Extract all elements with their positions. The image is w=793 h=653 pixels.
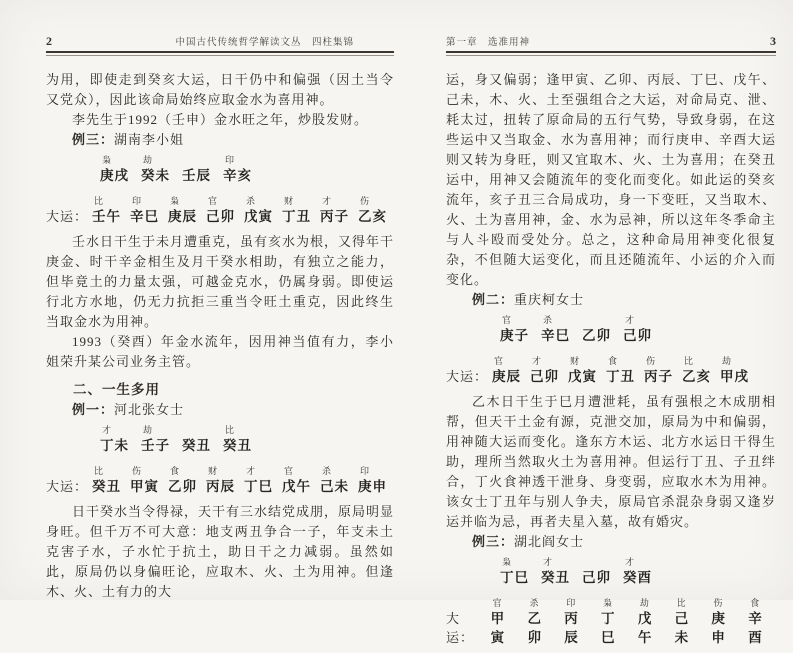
pillar-text: 乙亥 (682, 369, 712, 384)
ten-god-label: 官 (284, 466, 294, 476)
dayun-pillars (92, 195, 387, 226)
paragraph-continuation: 运，身又偏弱；逢甲寅、乙卯、丙辰、丁巳、戊午、己未，木、火、土至强组合之大运，对命局克、泄、耗太过，扭转了原命局的五行气势，导致身弱，在这些运中又当取金、水为喜用神；而行庚申、辛酉大运则又转为身旺，则又宜取木、火、土为喜用；在癸丑运中，用神又会随流年的变化而变化。如此运的癸亥流年，亥子丑三合局成功，身一下变旺，又当取木、火、土为喜用神，金、水为忌神，所以这年冬季命主与人斗殴而受处分。总之，这种命局用神变化很复杂，不但随大运变化，而且还随流年、小运的介入而变化。 (446, 72, 776, 287)
example-name: 河北张女士 (114, 402, 185, 417)
ten-god-label: 印 (225, 155, 235, 165)
pillar-column (141, 154, 170, 185)
pillar-text: 戊午 (637, 611, 653, 645)
chapter-title-header: 第一章 选准用神 (446, 38, 531, 48)
ten-god-label: 枭 (502, 557, 512, 567)
ten-god-label (582, 314, 611, 326)
running-header-right (446, 0, 776, 49)
pillar-text: 癸酉 (623, 570, 652, 585)
pillar-text: 丁丑 (282, 209, 312, 224)
pillar-text: 壬子 (141, 438, 170, 453)
ten-god-label: 官 (208, 196, 218, 206)
natal-pillars (500, 556, 776, 587)
paragraph: 壬水日干生于未月遭重克，虽有亥水为根，又得年干庚金、时干辛金相生及月干癸水相助，有独立之能力，但毕竟土的力量太强，可越金克水，仍属身弱。即使运行北方水地，仍无力抗拒三重当令旺土重克，因此终生当取金水为用神。 (46, 234, 395, 329)
pillar-text: 癸丑 (182, 438, 211, 453)
paragraph: 日干癸水当令得禄，天干有三水结党成朋，原局明显身旺。但千万不可大意：地支两丑争合一子，年支未土克害子水，子水忙于抗土，助日干之力减弱。虽然如此，原局仍以身偏旺论，应取木、火、土为用神。但逢木、火、土有力的大 (46, 504, 395, 599)
natal-pillars (100, 424, 394, 455)
pillar-column (606, 355, 635, 386)
ten-god-label: 才 (246, 466, 256, 476)
example-title (46, 400, 394, 420)
ten-god-label: 印 (360, 466, 370, 476)
pillar-column (527, 597, 555, 647)
running-header-left (46, 0, 394, 49)
header-rule-left (46, 51, 394, 56)
ten-god-label (182, 424, 211, 436)
page-number-right: 3 (770, 34, 776, 48)
pillar-column (644, 355, 673, 386)
ten-god-label: 杀 (322, 466, 332, 476)
pillar-text: 己卯 (582, 570, 611, 585)
example-name: 湖北阎女士 (514, 534, 585, 549)
ten-god-label: 劫 (143, 155, 153, 165)
ten-god-label (582, 556, 611, 568)
ten-god-label: 伤 (713, 598, 723, 608)
pillar-column (720, 355, 749, 386)
section-heading: 二、一生多用 (73, 382, 160, 397)
ten-god-label: 官 (502, 315, 512, 325)
example-number: 例三： (472, 534, 515, 549)
ten-god-label: 比 (225, 425, 235, 435)
pillar-column (244, 195, 273, 226)
ten-god-label: 食 (608, 356, 618, 366)
dayun-row (446, 597, 776, 647)
dayun-pillars (92, 465, 387, 496)
example-title (446, 290, 776, 310)
dayun-row (46, 195, 394, 226)
pillar-text: 乙卯 (527, 611, 542, 645)
pillar-column (223, 424, 252, 455)
pillar-text: 甲寅 (130, 479, 160, 494)
pillar-text: 丁巳 (500, 570, 529, 585)
pillar-column (182, 154, 211, 185)
pillar-column (623, 314, 652, 345)
ten-god-label: 比 (94, 466, 104, 476)
pillar-column (582, 314, 611, 345)
pillar-column (223, 154, 252, 185)
ten-god-label: 印 (132, 196, 142, 206)
pillar-column (282, 465, 311, 496)
pillar-column (206, 195, 235, 226)
pillar-column (638, 597, 666, 647)
example-title (46, 130, 394, 150)
ten-god-label: 才 (625, 557, 635, 567)
pillar-text: 乙亥 (358, 209, 388, 224)
ten-god-label: 杀 (246, 196, 256, 206)
dayun-label: 大运： (446, 369, 489, 384)
pillar-column (244, 465, 273, 496)
ten-god-label (182, 154, 211, 166)
pillar-column (500, 556, 529, 587)
pillar-column (130, 465, 159, 496)
pillar-column (582, 556, 611, 587)
paragraph-continuation: 为用，即使走到癸亥大运，日干仍中和偏强（因土当令又党众），因此该命局始终应取金水为喜用神。 (46, 72, 394, 107)
pillar-text: 辛巳 (541, 328, 570, 343)
pillar-text: 甲戌 (720, 369, 750, 384)
dayun-label: 大运： (446, 611, 475, 645)
pillar-text: 丙子 (644, 369, 674, 384)
ten-god-label: 劫 (143, 425, 153, 435)
ten-god-label: 枭 (170, 196, 180, 206)
ten-god-label: 印 (566, 598, 576, 608)
pillar-text: 己未 (674, 611, 690, 645)
pillar-column (168, 465, 197, 496)
pillar-text: 庚辰 (492, 369, 522, 384)
ten-god-label: 官 (494, 356, 504, 366)
pillar-column (500, 314, 529, 345)
book-title-header: 中国古代传统哲学解读文丛 四柱集锦 (175, 38, 354, 48)
pillar-text: 丙辰 (206, 479, 236, 494)
pillar-text: 辛酉 (748, 611, 763, 645)
pillar-text: 丁未 (100, 438, 129, 453)
ten-god-label: 食 (170, 466, 180, 476)
pillar-column (92, 195, 121, 226)
pillar-text: 乙卯 (168, 479, 198, 494)
pillar-text: 己卯 (530, 369, 560, 384)
pillar-text: 戊寅 (568, 369, 598, 384)
pillar-column (682, 355, 711, 386)
pillar-column (168, 195, 197, 226)
pillar-column (320, 195, 349, 226)
pillar-text: 戊午 (282, 479, 312, 494)
natal-pillars (500, 314, 776, 345)
pillar-text: 甲寅 (490, 611, 506, 645)
pillar-text: 己卯 (206, 209, 236, 224)
dayun-label: 大运： (46, 209, 89, 224)
example-number: 例三： (72, 132, 115, 147)
pillar-text: 庚戌 (100, 168, 129, 183)
bazi-chart (446, 556, 776, 647)
pillar-text: 己未 (320, 479, 350, 494)
example-number: 例二： (472, 292, 515, 307)
page-number-left: 2 (46, 34, 52, 48)
pillar-text: 戊寅 (244, 209, 274, 224)
pillar-text: 壬午 (92, 209, 122, 224)
left-page-body (46, 70, 394, 602)
example-title (446, 532, 776, 552)
pillar-column (130, 195, 159, 226)
pillar-text: 癸未 (141, 168, 170, 183)
ten-god-label: 食 (750, 598, 760, 608)
dayun-row (446, 355, 776, 386)
ten-god-label: 劫 (722, 356, 732, 366)
ten-god-label: 伤 (132, 466, 142, 476)
ten-god-label: 才 (532, 356, 542, 366)
ten-god-label: 才 (625, 315, 635, 325)
example-name: 湖南李小姐 (114, 132, 185, 147)
pillar-text: 丁巳 (244, 479, 274, 494)
pillar-column (141, 424, 170, 455)
pillar-column (711, 597, 739, 647)
pillar-text: 丙辰 (564, 611, 579, 645)
ten-god-label: 伤 (646, 356, 656, 366)
pillar-column (748, 597, 776, 647)
bazi-chart (46, 424, 394, 496)
pillar-column (601, 597, 629, 647)
pillar-column (492, 355, 521, 386)
pillar-column (675, 597, 703, 647)
ten-god-label: 才 (322, 196, 332, 206)
right-page (446, 0, 776, 653)
pillar-column (568, 355, 597, 386)
ten-god-label: 劫 (639, 598, 649, 608)
pillar-column (541, 556, 570, 587)
pillar-text: 丙子 (320, 209, 350, 224)
ten-god-label: 才 (102, 425, 112, 435)
pillar-text: 辛巳 (130, 209, 160, 224)
pillar-text: 己卯 (623, 328, 652, 343)
ten-god-label: 比 (676, 598, 686, 608)
pillar-text: 庚申 (711, 611, 726, 645)
pillar-text: 辛亥 (223, 168, 252, 183)
ten-god-label: 财 (284, 196, 294, 206)
pillar-column (100, 424, 129, 455)
pillar-column (564, 597, 592, 647)
dayun-label: 大运： (46, 479, 89, 494)
right-page-body (446, 70, 776, 647)
pillar-text: 丁丑 (606, 369, 636, 384)
pillar-column (100, 154, 129, 185)
paragraph: 1993（癸酉）年金水流年，因用神当值有力，李小姐荣升某公司业务主管。 (46, 334, 394, 369)
pillar-column (491, 597, 519, 647)
ten-god-label: 杀 (543, 315, 553, 325)
ten-god-label: 杀 (529, 598, 539, 608)
pillar-column (182, 424, 211, 455)
pillar-text: 丁巳 (601, 611, 616, 645)
ten-god-label: 枭 (603, 598, 613, 608)
header-rule-right (446, 51, 776, 56)
pillar-text: 庚申 (358, 479, 388, 494)
example-name: 重庆柯女士 (514, 292, 585, 307)
pillar-text: 壬辰 (182, 168, 211, 183)
ten-god-label: 才 (543, 557, 553, 567)
pillar-column (541, 314, 570, 345)
ten-god-label: 比 (684, 356, 694, 366)
ten-god-label: 比 (94, 196, 104, 206)
pillar-column (206, 465, 235, 496)
pillar-column (530, 355, 559, 386)
dayun-pillars (492, 355, 749, 386)
pillar-text: 庚辰 (168, 209, 198, 224)
natal-pillars (100, 154, 394, 185)
left-page (46, 0, 394, 602)
ten-god-label: 财 (208, 466, 218, 476)
pillar-text: 癸丑 (92, 479, 122, 494)
bazi-chart (46, 154, 394, 226)
pillar-column (358, 195, 387, 226)
bazi-chart (446, 314, 776, 386)
paragraph: 乙木日干生于巳月遭泄耗，虽有强根之木成朋相帮，但天干土金有源，克泄交加，原局为中和偏弱，用神随大运而变化。逢东方木运、北方水运日干得生助，理所当然取火土为喜用神。但运行丁丑、子丑绊合，丁火食神透干泄身、身变弱，应取水木为用神。该女士丁丑年与别人争夫，原局官杀混杂身弱又逢岁运并临为忌，再者夫星入墓，故有婚灾。 (446, 394, 776, 529)
ten-god-label: 财 (570, 356, 580, 366)
dayun-row (46, 465, 394, 496)
example-number: 例一： (72, 402, 115, 417)
ten-god-label: 伤 (360, 196, 370, 206)
pillar-column (320, 465, 349, 496)
paragraph: 李先生于1992（壬申）金水旺之年，炒股发财。 (72, 112, 369, 127)
pillar-text: 庚子 (500, 328, 529, 343)
ten-god-label: 枭 (102, 155, 112, 165)
pillar-text: 癸丑 (541, 570, 570, 585)
pillar-column (358, 465, 387, 496)
pillar-column (92, 465, 121, 496)
pillar-text: 癸丑 (223, 438, 252, 453)
pillar-column (282, 195, 311, 226)
dayun-pillars (491, 597, 776, 647)
ten-god-label: 官 (492, 598, 502, 608)
pillar-column (623, 556, 652, 587)
pillar-text: 乙卯 (582, 328, 611, 343)
